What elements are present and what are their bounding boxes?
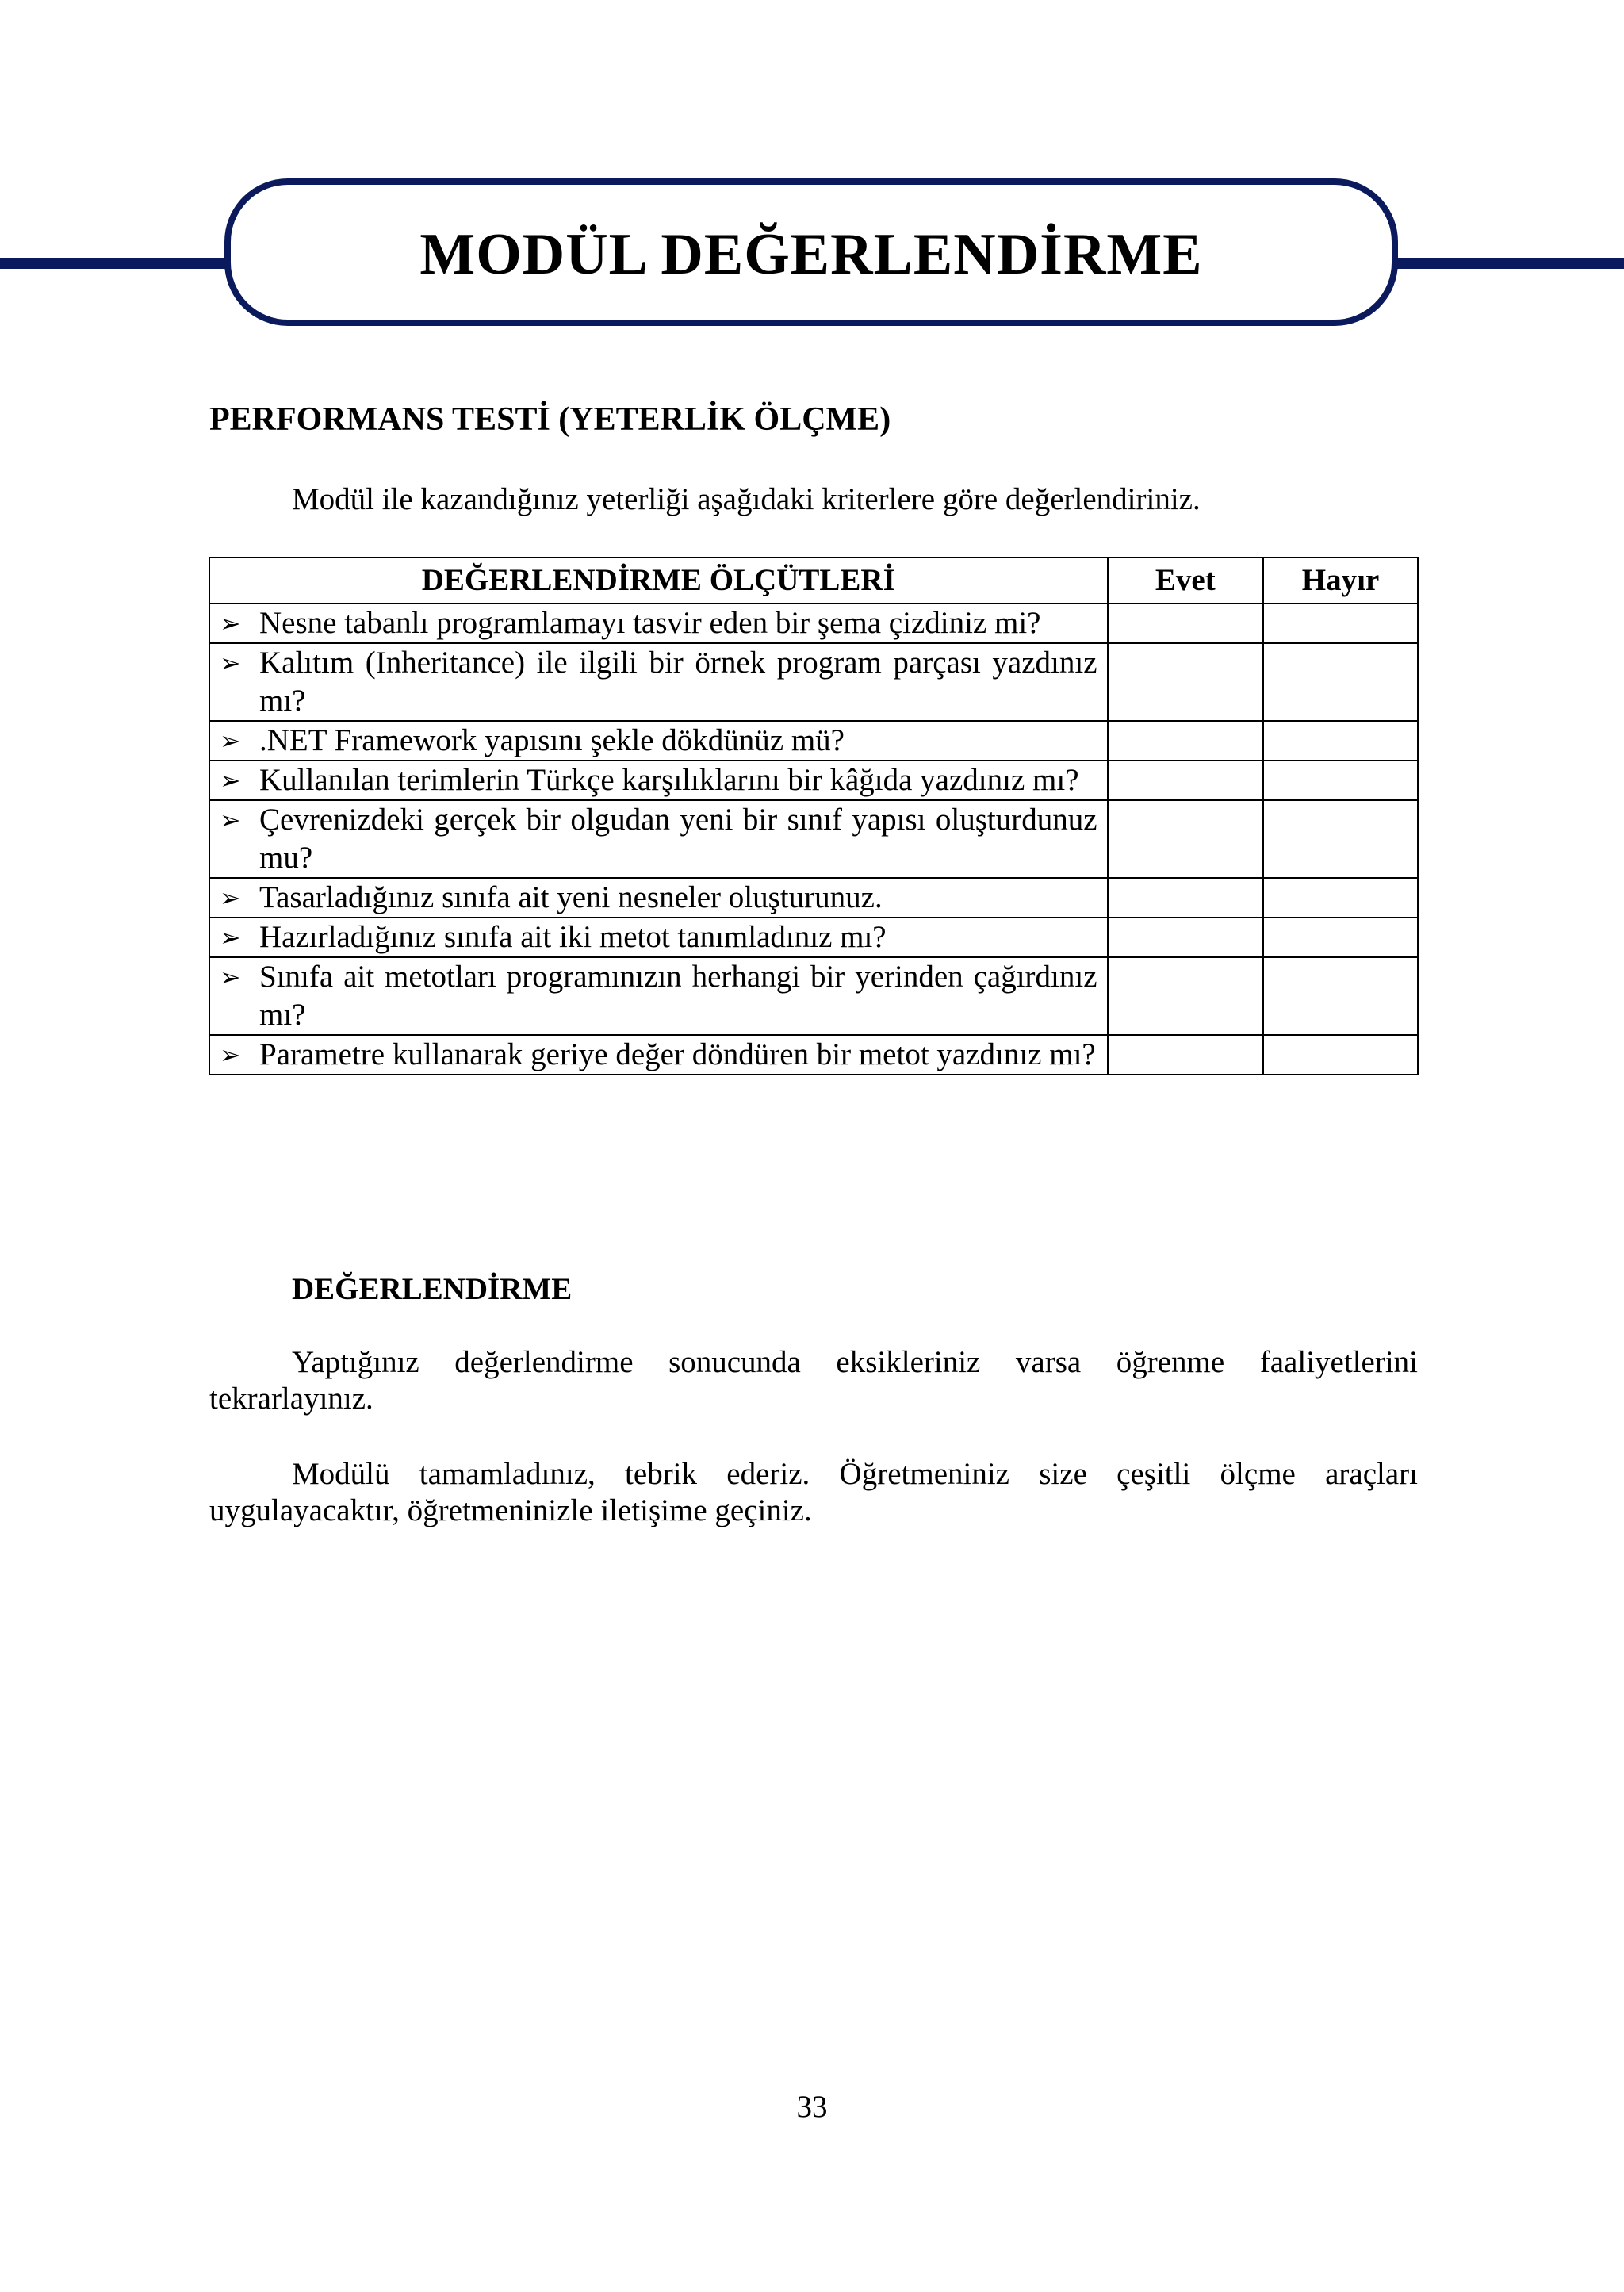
hayir-cell[interactable] xyxy=(1263,1035,1418,1075)
criteria-cell xyxy=(209,721,1108,761)
evet-cell[interactable] xyxy=(1108,957,1264,1035)
list-item xyxy=(220,801,1097,877)
criteria-text: Hazırladığınız sınıfa ait iki metot tanımladınız mı? xyxy=(259,920,887,954)
banner-line-left xyxy=(0,258,230,269)
evet-cell[interactable] xyxy=(1108,761,1264,800)
table-row xyxy=(209,918,1418,957)
list-item xyxy=(220,604,1097,642)
criteria-table-header xyxy=(209,558,1418,604)
hayir-cell[interactable] xyxy=(1263,643,1418,721)
criteria-text: Nesne tabanlı programlamayı tasvir eden bir şema çizdiniz mi? xyxy=(259,606,1041,640)
hayir-cell[interactable] xyxy=(1263,604,1418,643)
column-header-criteria: DEĞERLENDİRME ÖLÇÜTLERİ xyxy=(209,558,1108,604)
hayir-cell[interactable] xyxy=(1263,721,1418,761)
banner-line-right xyxy=(1394,258,1624,269)
criteria-text: Çevrenizdeki gerçek bir olgudan yeni bir sınıf yapısı oluşturdunuz mu? xyxy=(259,803,1097,875)
criteria-cell xyxy=(209,800,1108,878)
criteria-text: Kullanılan terimlerin Türkçe karşılıklarını bir kâğıda yazdınız mı? xyxy=(259,763,1079,797)
list-item xyxy=(220,644,1097,720)
criteria-text: Tasarladığınız sınıfa ait yeni nesneler oluşturunuz. xyxy=(259,880,883,914)
evaluation-title: DEĞERLENDİRME xyxy=(292,1272,573,1306)
evet-cell[interactable] xyxy=(1108,604,1264,643)
arrow-bullet-icon: ➢ xyxy=(220,883,241,913)
evet-cell[interactable] xyxy=(1108,643,1264,721)
list-item xyxy=(220,879,1097,917)
title-banner xyxy=(224,178,1398,326)
criteria-cell xyxy=(209,918,1108,957)
column-header-hayir: Hayır xyxy=(1263,558,1418,604)
evaluation-paragraph-1: Yaptığınız değerlendirme sonucunda eksikleriniz varsa öğrenme faaliyetlerini tekrarlayınız. xyxy=(209,1345,1418,1416)
criteria-cell xyxy=(209,604,1108,643)
hayir-cell[interactable] xyxy=(1263,957,1418,1035)
criteria-table-body xyxy=(209,604,1418,1075)
performance-test-intro: Modül ile kazandığınız yeterliği aşağıdaki kriterlere göre değerlendiriniz. xyxy=(292,482,1201,516)
criteria-cell xyxy=(209,643,1108,721)
criteria-cell xyxy=(209,878,1108,918)
table-row xyxy=(209,643,1418,721)
arrow-bullet-icon: ➢ xyxy=(220,962,241,992)
criteria-cell xyxy=(209,957,1108,1035)
column-header-evet: Evet xyxy=(1108,558,1264,604)
table-row xyxy=(209,1035,1418,1075)
table-row xyxy=(209,721,1418,761)
criteria-text: Sınıfa ait metotları programınızın herhangi bir yerinden çağırdınız mı? xyxy=(259,960,1097,1032)
list-item xyxy=(220,722,1097,760)
criteria-text: Parametre kullanarak geriye değer döndüren bir metot yazdınız mı? xyxy=(259,1037,1096,1071)
criteria-cell xyxy=(209,761,1108,800)
hayir-cell[interactable] xyxy=(1263,761,1418,800)
table-row xyxy=(209,878,1418,918)
criteria-table xyxy=(209,557,1419,1075)
table-row xyxy=(209,800,1418,878)
hayir-cell[interactable] xyxy=(1263,918,1418,957)
evet-cell[interactable] xyxy=(1108,800,1264,878)
evet-cell[interactable] xyxy=(1108,918,1264,957)
list-item xyxy=(220,761,1097,799)
table-row xyxy=(209,604,1418,643)
list-item xyxy=(220,958,1097,1034)
criteria-cell xyxy=(209,1035,1108,1075)
arrow-bullet-icon: ➢ xyxy=(220,726,241,756)
table-row xyxy=(209,761,1418,800)
criteria-text: .NET Framework yapısını şekle dökdünüz mü? xyxy=(259,723,845,757)
hayir-cell[interactable] xyxy=(1263,878,1418,918)
hayir-cell[interactable] xyxy=(1263,800,1418,878)
list-item xyxy=(220,1036,1097,1074)
evet-cell[interactable] xyxy=(1108,721,1264,761)
evet-cell[interactable] xyxy=(1108,1035,1264,1075)
arrow-bullet-icon: ➢ xyxy=(220,765,241,795)
evaluation-paragraph-2: Modülü tamamladınız, tebrik ederiz. Öğretmeniniz size çeşitli ölçme araçları uygulayacaktır, öğretmeninizle iletişime geçiniz. xyxy=(209,1457,1418,1527)
page-number: 33 xyxy=(796,2090,828,2124)
arrow-bullet-icon: ➢ xyxy=(220,648,241,678)
page-title: MODÜL DEĞERLENDİRME xyxy=(419,221,1203,287)
performance-test-title: PERFORMANS TESTİ (YETERLİK ÖLÇME) xyxy=(209,401,891,438)
arrow-bullet-icon: ➢ xyxy=(220,1040,241,1070)
evet-cell[interactable] xyxy=(1108,878,1264,918)
list-item xyxy=(220,918,1097,956)
arrow-bullet-icon: ➢ xyxy=(220,922,241,952)
criteria-text: Kalıtım (Inheritance) ile ilgili bir örnek program parçası yazdınız mı? xyxy=(259,646,1097,718)
arrow-bullet-icon: ➢ xyxy=(220,608,241,638)
table-row xyxy=(209,957,1418,1035)
arrow-bullet-icon: ➢ xyxy=(220,805,241,835)
